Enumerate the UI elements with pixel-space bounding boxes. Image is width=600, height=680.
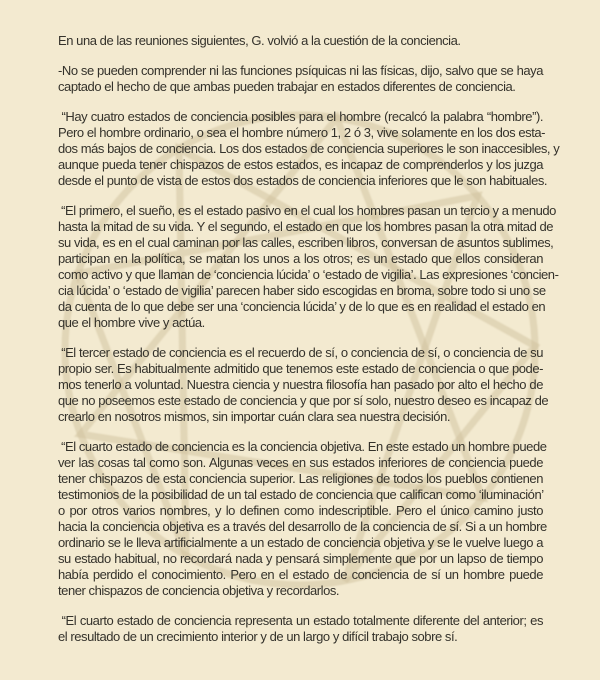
text-line: Pero el hombre ordinario, o sea el hombre número 1, 2 ó 3, vive solamente en los dos esta-: [58, 125, 546, 140]
text-line: tener chispazos de esta conciencia superior. Las religiones de todos los pueblos contienen: [58, 471, 543, 486]
text-line: -No se pueden comprender ni las funciones psíquicas ni las físicas, dijo, salvo que se haya: [58, 63, 543, 78]
text-line: o por otros varios nombres, y lo definen como indescriptible. Pero el único camino justo: [58, 503, 543, 518]
text-line: había perdido el conocimiento. Pero en el estado de conciencia de sí un hombre puede: [58, 567, 543, 582]
text-line: captado el hecho de que ambas pueden trabajar en estados diferentes de conciencia.: [58, 79, 516, 94]
text-line: dos más bajos de conciencia. Los dos estados de conciencia superiores le son inaccesibles, y: [58, 141, 560, 156]
text-line: mos tenerlo a voluntad. Nuestra ciencia y nuestra filosofía han pasado por alto el hecho de: [58, 377, 543, 392]
text-line: aunque pueda tener chispazos de estos estados, es incapaz de comprenderlos y los juzga: [58, 157, 543, 172]
text-line: hacia la conciencia objetiva es a través del desarrollo de la conciencia de sí. Si a un hombre: [58, 519, 547, 534]
text-line: desde el punto de vista de estos dos estados de conciencia inferiores que le son habituales.: [58, 173, 548, 188]
paragraph: [58, 613, 543, 645]
text-line: que el hombre vive y actúa.: [58, 315, 205, 330]
text-line: En una de las reuniones siguientes, G. volvió a la cuestión de la conciencia.: [58, 33, 461, 48]
text-line: “El cuarto estado de conciencia es la conciencia objetiva. En este estado un hombre puede: [58, 439, 547, 454]
text-line: que no poseemos este estado de conciencia y que por sí solo, nuestro deseo es incapaz de: [58, 393, 549, 408]
text-line: ordinario se le lleva artificialmente a un estado de conciencia objetiva y se le vuelve luego a: [58, 535, 543, 550]
paragraph: [58, 33, 543, 49]
paragraph: [58, 63, 543, 95]
paragraph: [58, 345, 549, 425]
paragraph: [58, 109, 560, 189]
text-line: “El tercer estado de conciencia es el recuerdo de sí, o conciencia de sí, o conciencia de su: [58, 345, 543, 360]
text-line: da cuenta de lo que debe ser una ‘conciencia lúcida’ y de lo que es en realidad el estado en: [58, 299, 546, 314]
text-line: “Hay cuatro estados de conciencia posibles para el hombre (recalcó la palabra “hombre”).: [58, 109, 543, 124]
text-line: “El primero, el sueño, es el estado pasivo en el cual los hombres pasan un tercio y a menudo: [58, 203, 556, 218]
text-line: participan en la política, se matan los unos a los otros; es un estado que ellos consideran: [58, 251, 543, 266]
paragraph: [58, 439, 547, 599]
text-line: “El cuarto estado de conciencia representa un estado totalmente diferente del anterior; es: [58, 613, 543, 628]
text-line: su estado habitual, no recordará nada y pensará simplemente que por un lapso de tiempo: [58, 551, 543, 566]
paragraph: [58, 203, 559, 331]
text-line: testimonios de la posibilidad de un tal estado de conciencia que califican como ‘iluminación’: [58, 487, 544, 502]
text-line: crearlo en nosotros mismos, sin importar cuán clara sea nuestra decisión.: [58, 409, 451, 424]
text-line: cia lúcida’ o ‘estado de vigilia’ parecen haber sido escogidas en broma, sobre todo si uno se: [58, 283, 546, 298]
text-line: ver las cosas tal como son. Algunas veces en sus estados inferiores de conciencia puede: [58, 455, 543, 470]
text-line: tener chispazos de conciencia objetiva y recordarlos.: [58, 583, 340, 598]
text-line: su vida, es en el cual caminan por las calles, escriben libros, conversan de asuntos sublimes,: [58, 235, 554, 250]
text-line: propio ser. Es habitualmente admitido que tenemos este estado de conciencia o que pode-: [58, 361, 543, 376]
text-line: el resultado de un crecimiento interior y de un largo y difícil trabajo sobre sí.: [58, 629, 458, 644]
text-line: como activo y que llaman de ‘conciencia lúcida’ o ‘estado de vigilia’. Las expresiones ‘concien-: [58, 267, 559, 282]
text-line: hasta la mitad de su vida. Y el segundo, el estado en que los hombres pasan la otra mitad de: [58, 219, 554, 234]
